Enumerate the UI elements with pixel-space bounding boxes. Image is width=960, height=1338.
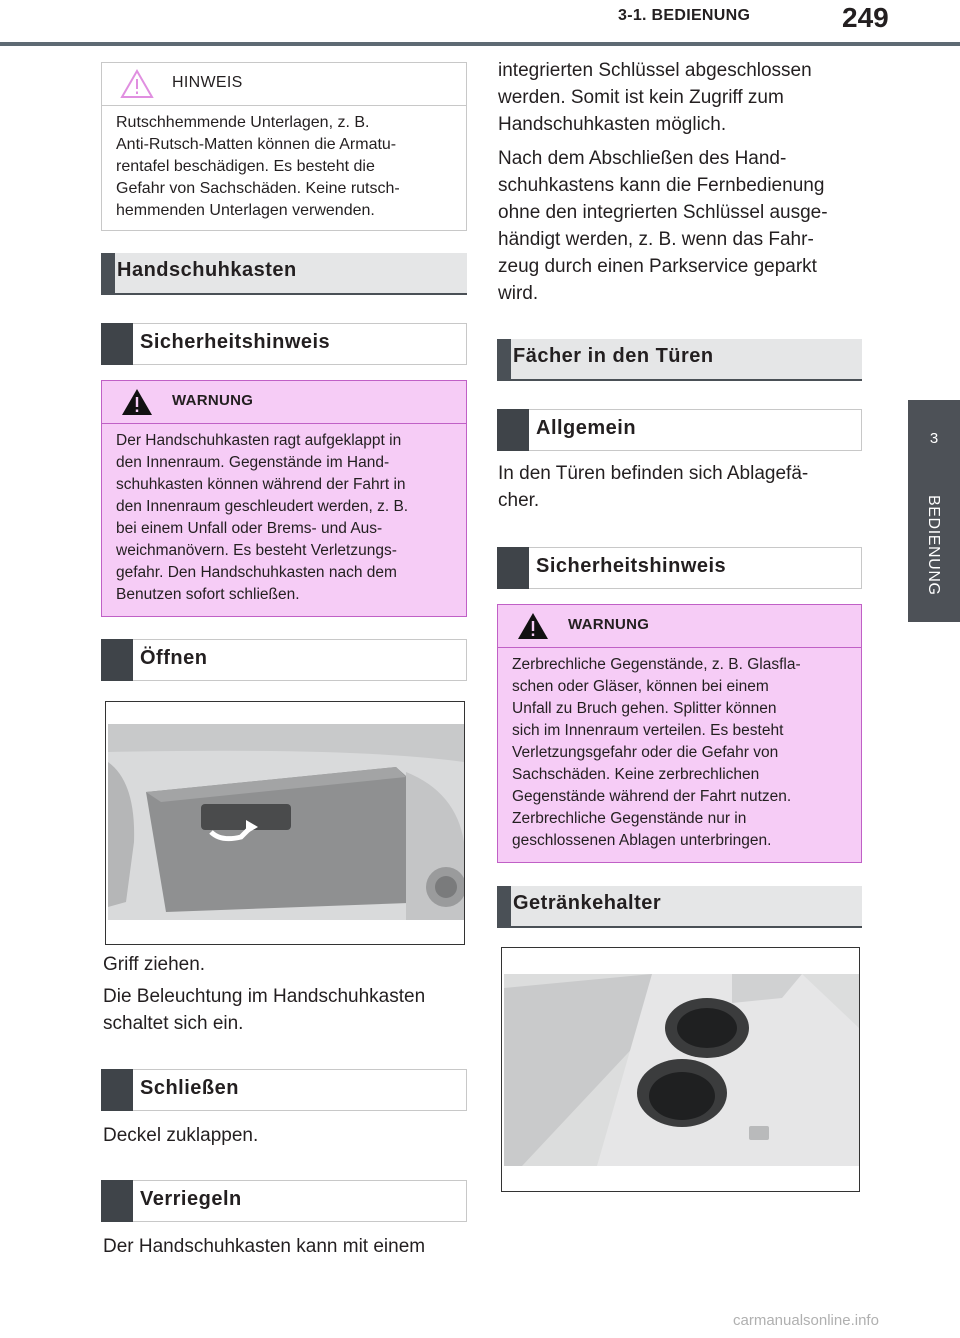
warnung-label: WARNUNG: [568, 616, 650, 633]
warning-triangle-icon: [516, 611, 550, 641]
heading-sicherheitshinweis-right: Sicherheitshinweis: [497, 547, 862, 589]
heading-faecher-tueren: Fächer in den Türen: [497, 339, 862, 381]
warnung-box-zerbrechlich: [497, 604, 862, 863]
warnung-header: [498, 605, 861, 648]
text-verriegeln: Der Handschuhkasten kann mit einem: [103, 1236, 426, 1257]
warnung-label: WARNUNG: [172, 392, 254, 409]
text-deckel-zuklappen: Deckel zuklappen.: [103, 1125, 259, 1146]
warnung-text: Zerbrechliche Gegenstände, z. B. Glasfla- schen oder Gläser, können bei einem Unfall zu Bruch gehen. Splitter können sich im Innenraum verteilen. Es besteht Verletzungsgefahr oder die Gefahr von Sachschäden. Keine zerbrechlichen Gegenstände während der Fahrt nutzen. Zerbrechliche Gegenstände nur in geschlossenen Ablagen unterbringen.: [512, 656, 801, 849]
hinweis-header: [102, 63, 466, 106]
page-number: 249: [842, 2, 889, 33]
heading-sicherheitshinweis-left: Sicherheitshinweis: [101, 323, 467, 365]
text-verriegeln-cont: integrierten Schlüssel abgeschlossen werden. Somit ist kein Zugriff zum Handschuhkasten möglich.: [498, 60, 812, 135]
chapter-number: 3: [929, 430, 939, 447]
warnung-header: [102, 381, 466, 424]
heading-oeffnen: Öffnen: [101, 639, 467, 681]
text-fernbedienung: Nach dem Abschließen des Hand- schuhkastens kann die Fernbedienung ohne den integrierten Schlüssel ausge- händigt werden, z. B. wenn das Fahr- zeug durch einen Parkservice geparkt wird.: [498, 148, 828, 304]
hinweis-label: HINWEIS: [172, 74, 243, 91]
warnung-box-handschuhkasten: [101, 380, 467, 617]
cupholder-illustration: [501, 947, 860, 1192]
hinweis-text: Rutschhemmende Unterlagen, z. B. Anti-Rutsch-Matten können die Armatu- rentafel beschädigen. Es besteht die Gefahr von Sachschäden. Keine rutsch- hemmenden Unterlagen verwenden.: [116, 114, 400, 219]
section-title: 3-1. BEDIENUNG: [618, 7, 751, 24]
heading-verriegeln: Verriegeln: [101, 1180, 467, 1222]
watermark: carmanualsonline.info: [733, 1312, 879, 1329]
heading-handschuhkasten: Handschuhkasten: [101, 253, 467, 295]
text-griff-ziehen: Griff ziehen.: [103, 954, 206, 975]
text-beleuchtung: Die Beleuchtung im Handschuhkasten schaltet sich ein.: [103, 986, 426, 1034]
header-rule: [0, 42, 960, 46]
heading-getraenkehalter: Getränkehalter: [497, 886, 862, 928]
chapter-label: BEDIENUNG: [925, 495, 942, 596]
heading-allgemein: Allgemein: [497, 409, 862, 451]
glovebox-illustration: [105, 701, 465, 945]
text-ablagefaecher: In den Türen befinden sich Ablagefä- cher.: [498, 463, 809, 511]
warnung-text: Der Handschuhkasten ragt aufgeklappt in den Innenraum. Gegenstände im Hand- schuhkasten können während der Fahrt in den Innenraum geschleudert werden, z. B. bei einem Unfall oder Brems- und Aus- weichmanövern. Es besteht Verletzungs- gefahr. Den Handschuhkasten nach dem Benutzen sofort schließen.: [116, 432, 409, 603]
warning-triangle-icon: [120, 387, 154, 417]
hinweis-box: [101, 62, 467, 231]
heading-schliessen: Schließen: [101, 1069, 467, 1111]
caution-triangle-icon: [120, 69, 154, 99]
